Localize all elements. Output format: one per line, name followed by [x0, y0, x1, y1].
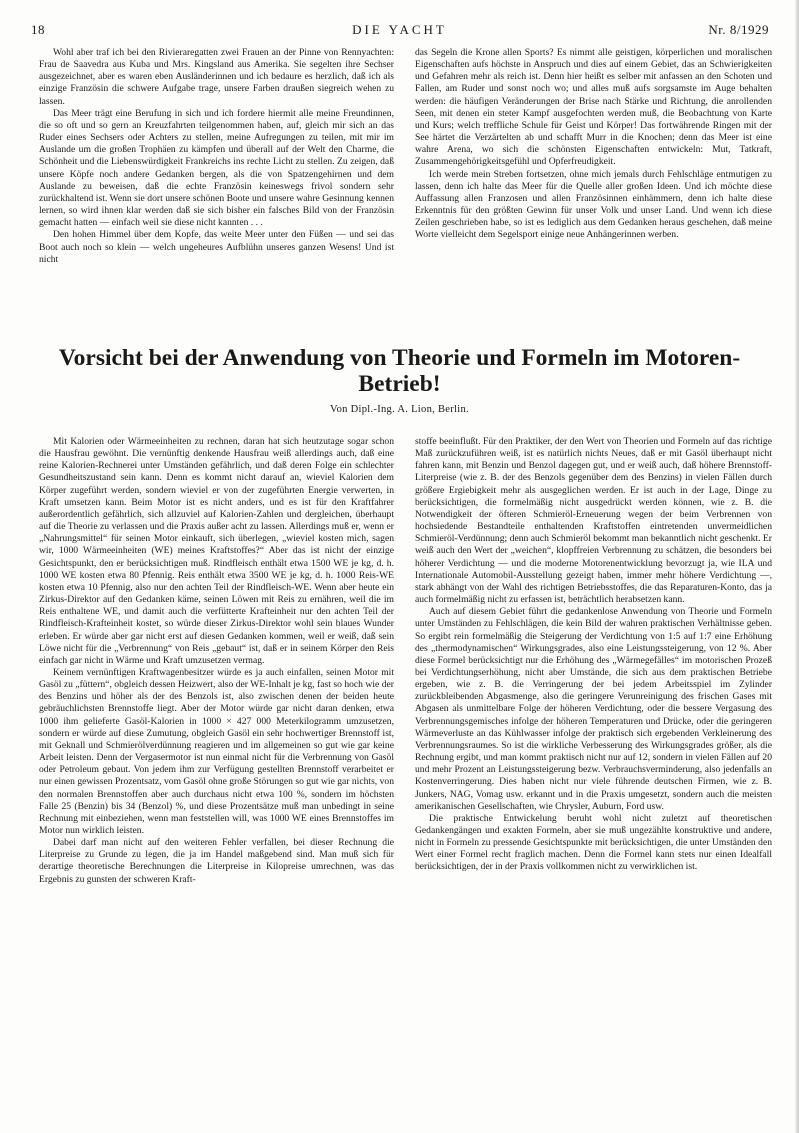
continued-article-right-column: [415, 47, 772, 242]
paragraph: Ich werde mein Streben fortsetzen, ohne mich jemals durch Fehlschläge entmutigen zu lassen, denn ich halte das Meer für die Quelle aller großen Ideen. Und ich möchte diese Auffassung allen Franzosen und allen Französinnen einhämmern, denn ich halte diese Erkenntnis für den größten Gewinn für unser Volk und unser Land. Und wenn ich diese Zeilen geschrieben habe, so ist es lediglich aus dem Gedanken heraus geschehen, daß meine Worte vielleicht dem Segelsport einige neue Anhängerinnen werben.: [415, 168, 772, 241]
article-right-column: [415, 436, 772, 874]
paragraph: Den hohen Himmel über dem Kopfe, das weite Meer unter den Füßen — und sei das Boot auch noch so klein — welch ungeheures Aufblühn unseres ganzen Wesens! Und ist nicht: [39, 229, 394, 265]
page-edge-shadow: [795, 0, 799, 1133]
paragraph: Mit Kalorien oder Wärmeeinheiten zu rechnen, daran hat sich heutzutage sogar schon die Hausfrau gewöhnt. Die vernünftig denkende Hausfrau weiß allerdings auch, daß eine reine Kalorien-Rechnerei unter Umständen gefährlich, und daß deren Folge ein schlechter Gesundheitszustand sein kann. Denn es kommt nicht darauf an, wieviel Kalorien dem Körper zugeführt werden, sondern wieviel er von der zugeführten Energie verwerten, in Kraft umsetzen kann. Beim Motor ist es nicht anders, und es ist für den Kraftfahrer außerordentlich gefährlich, sich allzuviel auf Kalorien-Zahlen und dergleichen, überhaupt auf die Theorie zu verlassen und die Praxis außer acht zu lassen. Allerdings muß er, wenn er „Nahrungsmittel“ für seinen Motor einkauft, sich überlegen, „wieviel kosten mich, sagen wir, 1000 Wärmeeinheiten (WE) meines Kraftstoffes?“ Aber das ist nicht der einzige Gesichtspunkt, den er berücksichtigen muß. Rindfleisch enthält etwa 1500 WE je kg, d. h. 1000 WE kosten etwa 80 Pfennig. Reis enthält etwa 3500 WE je kg, d. h. 1000 Reis-WE kosten etwa 10 Pfennig, also nur den achten Teil der Rindfleisch-WE. Wenn aber heute ein Zirkus-Direktor auf den Gedanken käme, seinen Löwen mit Reis zu ernähren, weil die im Reis enthaltene WE, und damit auch die verfütterte Krafteinheit nur den achten Teil der Rindfleisch-Krafteinheit kostet, so würde dieser Zirkus-Direktor wohl sein blaues Wunder erleben. Er würde aber gar nicht erst auf diesen Gedanken kommen, weil er weiß, daß sein Löwe nicht für die „Verbrennung“ von Reis „gebaut“ ist, daß er in seinem Körper den Reis einfach gar nicht in Wärme und Kraft umzusetzen vermag.: [39, 436, 394, 666]
paragraph: Die praktische Entwickelung beruht wohl nicht zuletzt auf theoretischen Gedankengängen und exakten Formeln, aber sie muß ungezählte konstruktive und andere, nicht in Formeln zu pressende Gesichtspunkte mit berücksichtigen, die unter Umständen den Wert einer Formel recht fraglich machen. Denn die Formel kann stets nur einen Idealfall berücksichtigen, der in der Praxis vollkommen nicht zu verwirklichen ist.: [415, 812, 772, 873]
article-title: Vorsicht bei der Anwendung von Theorie und Formeln im Motoren-Betrieb!: [58, 345, 741, 397]
paragraph: stoffe beeinflußt. Für den Praktiker, der den Wert von Theorien und Formeln auf das richtige Maß zurückzuführen weiß, ist es natürlich nichts Neues, daß er mit Gasöl überhaupt nicht fahren kann, mit Benzin und Benzol dagegen gut, und er weiß auch, daß höhere Brennstoff-Literpreise (wie z. B. der des Benzols gegenüber dem des Benzins) in vielen Fällen durch größere Ergiebigkeit mehr als ausgeglichen werden. Er ist auch in der Lage, Dinge zu berücksichtigen, die formelmäßig nicht ausgedrückt werden können, wie z. B. die Notwendigkeit der öfteren Schmieröl-Erneuerung wegen der beim Verbrennen von hochsiedende Bestandteile enthaltenden Kraftstoffen eintretenden unvermeidlichen Schmieröl-Verdünnung; denn auch Schmieröl bekommt man bekanntlich nicht geschenkt. Er weiß auch den Wert der „weichen“, klopffreien Verbrennung zu schätzen, die besonders bei höherer Verdichtung — und die moderne Motorenentwicklung bevorzugt ja, wie ILA und Internationale Automobil-Ausstellung gezeigt haben, immer mehr höhere Verdichtung —, stark abhängt von der Wahl des richtigen Betriebsstoffes, die das Reparaturen-Konto, das ja auch formelmäßig nicht zu erfassen ist, beträchtlich herabsetzen kann.: [415, 436, 772, 606]
page-number: 18: [31, 22, 45, 37]
paragraph: Auch auf diesem Gebiet führt die gedankenlose Anwendung von Theorie und Formeln unter Umständen zu Fehlschlägen, die kein Bild der wahren praktischen Verhältnisse geben. So ergibt rein formelmäßig die Steigerung der Verdichtung von 1:5 auf 1:7 eine Erhöhung des „thermodynamischen“ Wirkungsgrades, also eine Leistungssteigerung, von 12 %. Aber diese Formel berücksichtigt nur die Erhöhung des „Wärmegefälles“ im motorischen Prozeß bei Verdichtungserhöhung, nicht aber Umstände, die sich aus dem praktischen Betriebe ergeben, wie z. B. die Verringerung der bei jedem Arbeitsspiel im Zylinder zurückbleibenden Abgasmenge, also die geringere Verunreinigung des frischen Gases mit Abgasen als unmittelbare Folge der höheren Verdichtung, oder die bessere Vergasung des Verbrennungsgemisches infolge der höheren Temperaturen und Drücke, oder die geringeren Wärmeverluste an das Kühlwasser infolge der praktisch sich ergebenden Verkleinerung des Verbrennungsraumes. So ist die wirkliche Verbesserung des Wirkungsgrades größer, als die Rechnung ergibt, und man kommt praktisch nicht nur auf 12, sondern in vielen Fällen auf 20 und mehr Prozent an Leistungssteigerung bezw. Verbrauchsverminderung, also jedenfalls an Kostenverringerung. Dies haben nicht nur viele führende deutschen Firmen, wie z. B. Junkers, NAG, Vomag usw. erkannt und in die Praxis umgesetzt, sondern auch die meisten amerikanischen Gesellschaften, wie Chrysler, Auburn, Ford usw.: [415, 606, 772, 812]
continued-article-left-column: [39, 47, 394, 266]
paragraph: das Segeln die Krone allen Sports? Es nimmt alle geistigen, körperlichen und moralischen Eigenschaften aufs höchste in Anspruch und dies auf einem Gebiet, das an Schwierigkeiten und Gefahren mehr als reich ist. Denn hier heißt es selber mit anfassen an den Schoten und Fallen, am Ruder und sonst noch wo; und alles muß aufs sorgsamste im Auge behalten werden: die häufigen Veränderungen der Brise nach Stärke und Richtung, die anrollenden Seen, mit denen ein steter Kampf ausgefochten werden muß, die Beobachtung von Karte und Kurs; welch treffliche Schule für Geist und Körper! Das fortwährende Ringen mit der See härtet die Verzärtelten ab und schafft Murr in die Knochen; denn das Meer ist eine wahre Arena, wo sich die schönsten Eigenschaften entwickeln: Mut, Tatkraft, Zusammengehörigkeitsgefühl und Opferfreudigkeit.: [415, 47, 772, 168]
paragraph: Dabei darf man nicht auf den weiteren Fehler verfallen, bei dieser Rechnung die Literpreise zu Grunde zu legen, die ja im Handel maßgebend sind. Man muß sich für derartige theoretische Berechnungen die Literpreise in Kilopreise umrechnen, was das Ergebnis zu gunsten der schweren Kraft-: [39, 837, 394, 885]
article-left-column: [39, 436, 394, 886]
issue-number: Nr. 8/1929: [708, 22, 769, 37]
article-byline: Von Dipl.-Ing. A. Lion, Berlin.: [330, 404, 469, 415]
paragraph: Keinem vernünftigen Kraftwagenbesitzer würde es ja auch einfallen, seinen Motor mit Gasöl zu „füttern“, obgleich dessen Heizwert, also der WE-Inhalt je kg, fast so hoch wie der des Benzins und höher als der des Benzols ist, also zwischen denen der beiden heute gebräuchlichsten Brennstoffe liegt. Aber der Motor würde gar nicht daran denken, etwa 1000 ihm gelieferte Gasöl-Kalorien in 1000 × 427 000 Meterkilogramm umzusetzen, sondern er würde auf diese Zumutung, obgleich Gasöl ein sehr hochwertiger Brennstoff ist, mit Geknall und Schmierölverdünnung reagieren und im allgemeinen so gut wie gar keine Arbeit leisten. Denn der Vergasermotor ist nun einmal nicht für die Verbrennung von Gasöl oder Petroleum gebaut. Von jedem ihm zur Verfügung gestellten Brennstoff verarbeitet er nur einen gewissen Prozentsatz, vom Gasöl ohne große Störungen so gut wie gar nichts, von den normalen Brennstoffen aber auch durchaus nicht etwa 100 %, sondern im höchsten Falle 25 (Benzin) bis 34 (Benzol) %, und diese Prozentsätze muß man unbedingt in seine Rechnung mit einbeziehen, wenn man feststellen will, was 1000 WE eines Brennstoffes im Motor nun wirklich leisten.: [39, 666, 394, 836]
paragraph: Wohl aber traf ich bei den Rivieraregatten zwei Frauen an der Pinne von Rennyachten: Frau de Saavedra aus Kuba und Mrs. Kingsland aus Amerika. Sie segelten ihre Sechser ausgezeichnet, aber es waren eben Ausländerinnen und ich bedaure es herzlich, daß ich als einzige Französin die schwere Aufgabe trage, unsere Farben draußen siegreich wehen zu lassen.: [39, 47, 394, 107]
paragraph: Das Meer trägt eine Berufung in sich und ich fordere hiermit alle meine Freundinnen, die so oft und so gern an Kreuzfahrten teilgenommen haben, auf, gleich mir sich an das Ruder eines Sechsers oder Achters zu stellen, meine Aufregungen zu teilen, mit mir im Auslande um die großen Trophäen zu kämpfen und überall auf der Welt den Charme, die Schönheit und die Liebenswürdigkeit Frankreichs ins rechte Licht zu stellen. Zu zeigen, daß unsere Köpfe noch andere Gedanken bergen, als die von Spatzengehirnen und dem Auslande zu beweisen, daß die echte Französin keineswegs frivol sondern sehr zurückhaltend ist. Wenn sie dort unsere schönen Boote und unsere wahre Gesinnung kennen lernen, so wird ihnen klar werden daß sie sich bisher ein falsches Bild von der Französin gemacht hatten — einfach weil sie diese nicht kannten . . .: [39, 107, 394, 229]
journal-title: DIE YACHT: [352, 22, 447, 37]
